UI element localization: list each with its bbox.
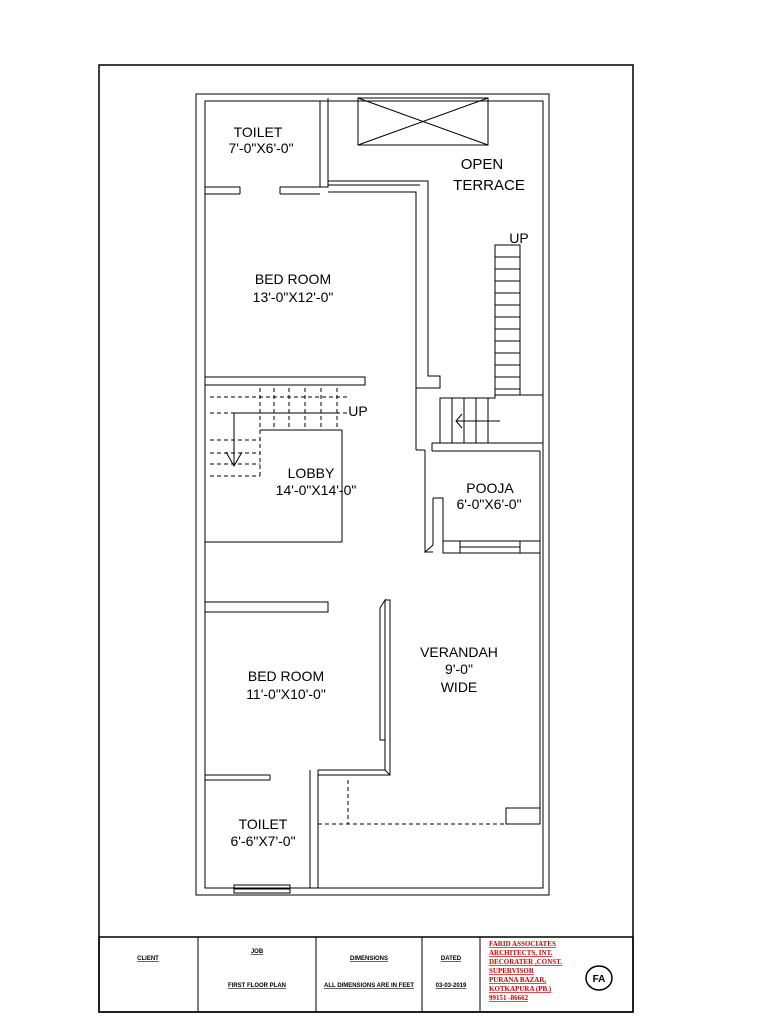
dated-value: 03-03-2019	[435, 983, 467, 989]
stair-up-right-label: UP	[509, 230, 529, 246]
firm-logo-icon	[586, 966, 612, 990]
lobby-name: LOBBY	[287, 465, 335, 481]
dimensions-label: DIMENSIONS	[349, 956, 389, 962]
toilet-bottom-size: 6'-6"X7'-0"	[230, 833, 296, 849]
dated-label: DATED	[440, 956, 462, 962]
firm-line-2: ARCHITECTS, INT.	[489, 949, 553, 957]
firm-line-5: PURANA BAZAR,	[489, 976, 547, 984]
client-label: CLIENT	[137, 956, 159, 962]
firm-line-3: DECORATER ,CONST.	[489, 958, 563, 966]
dimensions-value: ALL DIMENSIONS ARE IN FEET	[323, 983, 415, 989]
job-value: FIRST FLOOR PLAN	[228, 983, 286, 989]
lobby-size: 14'-0"X14'-0"	[275, 482, 357, 498]
verandah-line1: VERANDAH	[420, 644, 498, 660]
firm-line-6: KOTKAPURA (PB.)	[489, 985, 552, 993]
pooja-name: POOJA	[466, 480, 514, 496]
bedroom-bottom-name: BED ROOM	[247, 668, 325, 684]
open-terrace-line2: TERRACE	[453, 177, 525, 194]
room-labels	[228, 124, 528, 849]
toilet-top-name: TOILET	[233, 124, 283, 140]
bedroom-bottom-size: 11'-0"X10'-0"	[246, 686, 326, 702]
toilet-top-size: 7'-0"X6'-0"	[228, 140, 294, 156]
title-block	[99, 937, 633, 1012]
firm-line-4: SUPERVISOR	[489, 967, 534, 975]
verandah-line2: 9'-0"	[445, 661, 473, 677]
bedroom-top-name: BED ROOM	[254, 271, 332, 287]
open-terrace-line1: OPEN	[460, 156, 504, 173]
firm-line-1: FARID ASSOCIATES	[489, 940, 556, 948]
stair-up-lobby-label: UP	[348, 403, 368, 419]
firm-line-7: 99151 -86662	[489, 994, 529, 1002]
toilet-bottom-name: TOILET	[238, 816, 288, 832]
verandah-line3: WIDE	[440, 679, 478, 695]
sheet-border	[99, 65, 633, 1012]
pooja-size: 6'-0"X6'-0"	[456, 496, 522, 512]
bedroom-top-size: 13'-0"X12'-0"	[252, 289, 334, 305]
job-label: JOB	[250, 949, 264, 955]
svg-text:FA: FA	[592, 974, 606, 985]
